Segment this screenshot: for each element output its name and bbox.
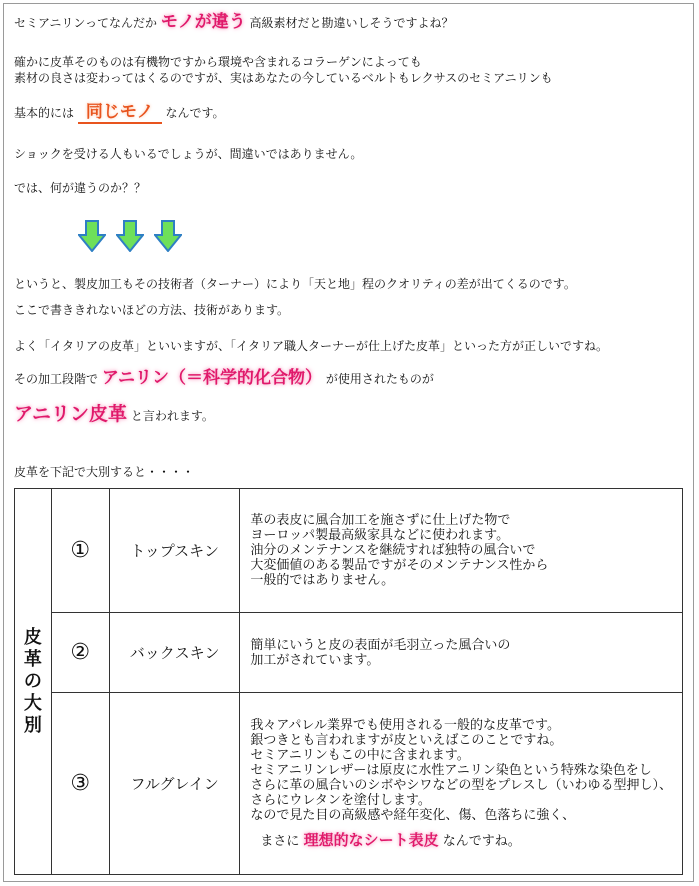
emphasis-onaji-mono: 同じモノ xyxy=(78,102,162,124)
header-char: 皮 xyxy=(23,626,42,648)
desc-line: セミアニリンレザーは原皮に水性アニリン染色という特殊な染色をし xyxy=(250,763,652,778)
leather-type-name: トップスキン xyxy=(109,489,240,613)
table-row xyxy=(15,613,683,693)
header-char: 革 xyxy=(23,648,42,670)
row-number: ③ xyxy=(51,693,109,875)
intro-line-6: では、何が違うのか？？ xyxy=(14,181,147,195)
leather-type-name: フルグレイン xyxy=(109,693,240,875)
emphasis-ideal-seat-leather: 理想的なシート表皮 xyxy=(303,831,439,849)
down-arrow-icon xyxy=(78,220,106,252)
row-number: ① xyxy=(51,489,109,613)
intro-line-1 xyxy=(14,14,454,31)
body-line-12: 皮革を下記で大別すると・・・・ xyxy=(14,465,195,479)
desc-line: 大変価値のある製品ですがそのメンテナンス性から xyxy=(250,558,549,573)
down-arrow-icon xyxy=(154,220,182,252)
intro-line-4 xyxy=(14,104,225,121)
desc-line: 簡単にいうと皮の表面が毛羽立った風合いの xyxy=(250,637,511,653)
table-vertical-header xyxy=(15,489,52,875)
body-text: と言われます。 xyxy=(130,409,214,423)
desc-line: 加工がされています。 xyxy=(250,652,380,668)
down-arrows xyxy=(78,220,182,252)
intro-text: 高級素材だと勘違いしそうですよね？ xyxy=(249,16,454,30)
intro-text: なんです。 xyxy=(165,106,225,120)
desc-line: 一般的ではありません。 xyxy=(250,573,395,588)
row-number: ② xyxy=(51,613,109,693)
header-char: 別 xyxy=(23,714,42,736)
body-line-8: ここで書ききれないほどの方法、技術があります。 xyxy=(14,303,290,317)
body-text: が使用されたものが xyxy=(325,372,434,386)
leather-type-description xyxy=(240,613,683,693)
intro-line-3: 素材の良さは変わってはくるのですが、実はあなたの今しているベルトもレクサスのセミアニリンも xyxy=(14,71,553,85)
desc-line: さらにウレタンを塗付します。 xyxy=(250,793,431,808)
leather-classification-table xyxy=(14,488,683,875)
desc-line: 油分のメンテナンスを継続すれば独特の風合いで xyxy=(250,543,536,558)
conclusion-line xyxy=(250,833,672,849)
desc-line: 我々アパレル業界でも使用される一般的な皮革です。 xyxy=(250,718,561,733)
intro-text: 基本的には xyxy=(14,106,75,120)
desc-line: なので見た目の高級感や経年変化、傷、色落ちに強く、 xyxy=(250,808,576,823)
desc-line: ヨーロッパ製最高級家具などに使われます。 xyxy=(250,528,510,543)
header-char: 大 xyxy=(23,692,42,714)
conclusion-text: まさに xyxy=(260,834,300,849)
table-row xyxy=(15,489,683,613)
leather-type-description xyxy=(240,489,683,613)
desc-line: セミアニリンもこの中に含まれます。 xyxy=(250,748,470,763)
body-line-7: というと、製皮加工もその技術者（ターナー）により「天と地」程のクオリティの差が出てくるのです。 xyxy=(14,277,576,291)
desc-line: 革の表皮に風合加工を施さずに仕上げた物で xyxy=(250,513,511,528)
intro-text: セミアニリンってなんだか xyxy=(14,16,158,30)
leather-type-description xyxy=(240,693,683,875)
intro-line-2: 確かに皮革そのものは有機物ですから環境や含まれるコラーゲンによっても xyxy=(14,55,422,69)
emphasis-aniline-leather: アニリン皮革 xyxy=(14,403,128,425)
desc-line: 銀つきとも言われますが皮といえばこのことですね。 xyxy=(250,733,563,748)
emphasis-aniline-compound: アニリン（＝科学的化合物） xyxy=(101,368,322,388)
emphasis-mono-ga-chigau: モノが違う xyxy=(160,12,246,32)
body-line-9: よく「イタリアの皮革」といいますが、「イタリア職人ターナーが仕上げた皮革」といった方が正しいですね。 xyxy=(14,339,609,353)
body-text: その加工段階で xyxy=(14,372,99,386)
desc-line: さらに革の風合いのシボやシワなどの型をプレスし（いわゆる型押し）、 xyxy=(250,778,672,793)
header-char: の xyxy=(23,670,42,692)
intro-line-5: ショックを受ける人もいるでしょうが、間違いではありません。 xyxy=(14,147,363,161)
leather-type-name: バックスキン xyxy=(109,613,240,693)
table-row xyxy=(15,693,683,875)
body-line-11 xyxy=(14,403,214,425)
conclusion-text: なんですね。 xyxy=(442,834,521,849)
down-arrow-icon xyxy=(116,220,144,252)
body-line-10 xyxy=(14,370,434,387)
